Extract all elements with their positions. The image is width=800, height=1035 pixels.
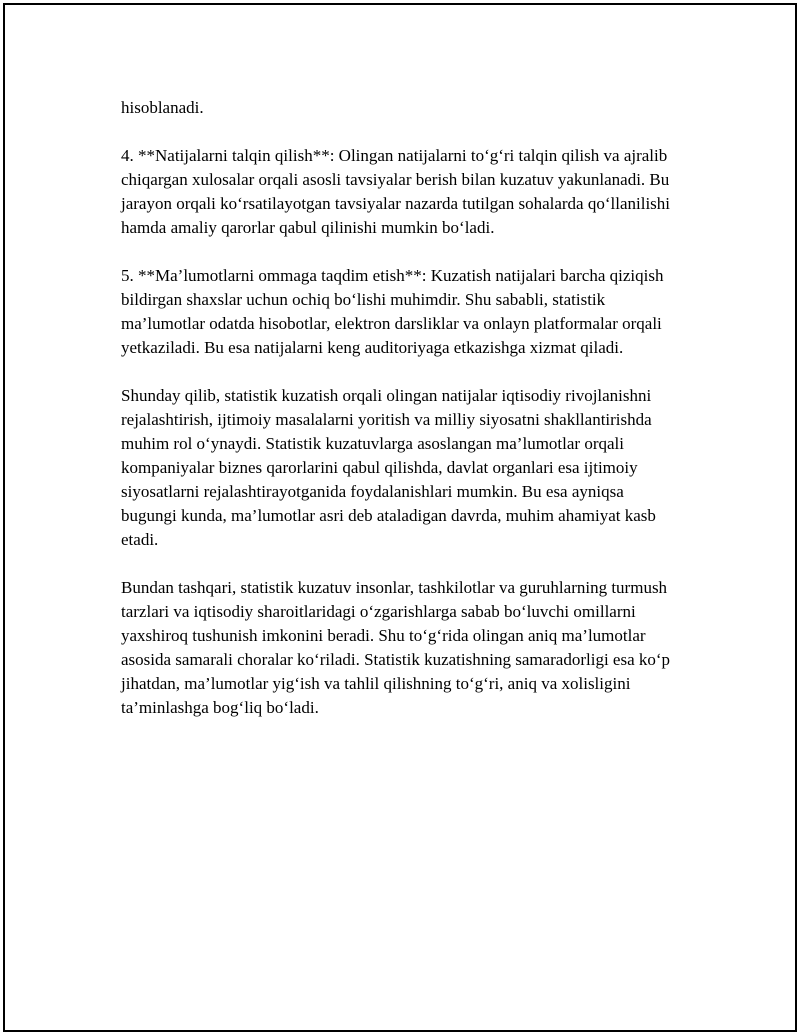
document-page — [3, 3, 797, 1032]
document-body — [121, 96, 681, 744]
paragraph-conclusion: Shunday qilib, statistik kuzatish orqali olingan natijalar iqtisodiy rivojlanishni rejalashtirish, ijtimoiy masalalarni yoritish va milliy siyosatni shakllantirishda muhim rol o‘ynaydi. Statistik kuzatuvlarga asoslangan ma’lumotlar orqali kompaniyalar biznes qarorlarini qabul qilishda, davlat organlari esa ijtimoiy siyosatlarni rejalashtirayotganida foydalanishlari mumkin. Bu esa ayniqsa bugungi kunda, ma’lumotlar asri deb ataladigan davrda, muhim ahamiyat kasb etadi. — [121, 386, 656, 549]
paragraph-item-4: 4. **Natijalarni talqin qilish**: Olingan natijalarni to‘g‘ri talqin qilish va ajralib chiqargan xulosalar orqali asosli tavsiyalar berish bilan kuzatuv yakunlanadi. Bu jarayon orqali ko‘rsatilayotgan tavsiyalar nazarda tutilgan sohalarda qo‘llanilishi hamda amaliy qarorlar qabul qilinishi mumkin bo‘ladi. — [121, 146, 671, 237]
paragraph-additional: Bundan tashqari, statistik kuzatuv insonlar, tashkilotlar va guruhlarning turmush tarzlari va iqtisodiy sharoitlaridagi o‘zgarishlarga sabab bo‘luvchi omillarni yaxshiroq tushunish imkonini beradi. Shu to‘g‘rida olingan aniq ma’lumotlar asosida samarali choralar ko‘riladi. Statistik kuzatishning samaradorligi esa ko‘p jihatdan, ma’lumotlar yig‘ish va tahlil qilishning to‘g‘ri, aniq va xolisligini ta’minlashga bog‘liq bo‘ladi. — [121, 578, 671, 717]
paragraph-item-5: 5. **Ma’lumotlarni ommaga taqdim etish**: Kuzatish natijalari barcha qiziqish bildirgan shaxslar uchun ochiq bo‘lishi muhimdir. Shu sababli, statistik ma’lumotlar odatda hisobotlar, elektron darsliklar va onlayn platformalar orqali yetkaziladi. Bu esa natijalarni keng auditoriyaga etkazishga xizmat qiladi. — [121, 266, 664, 357]
paragraph-continuation: hisoblanadi. — [121, 98, 204, 117]
